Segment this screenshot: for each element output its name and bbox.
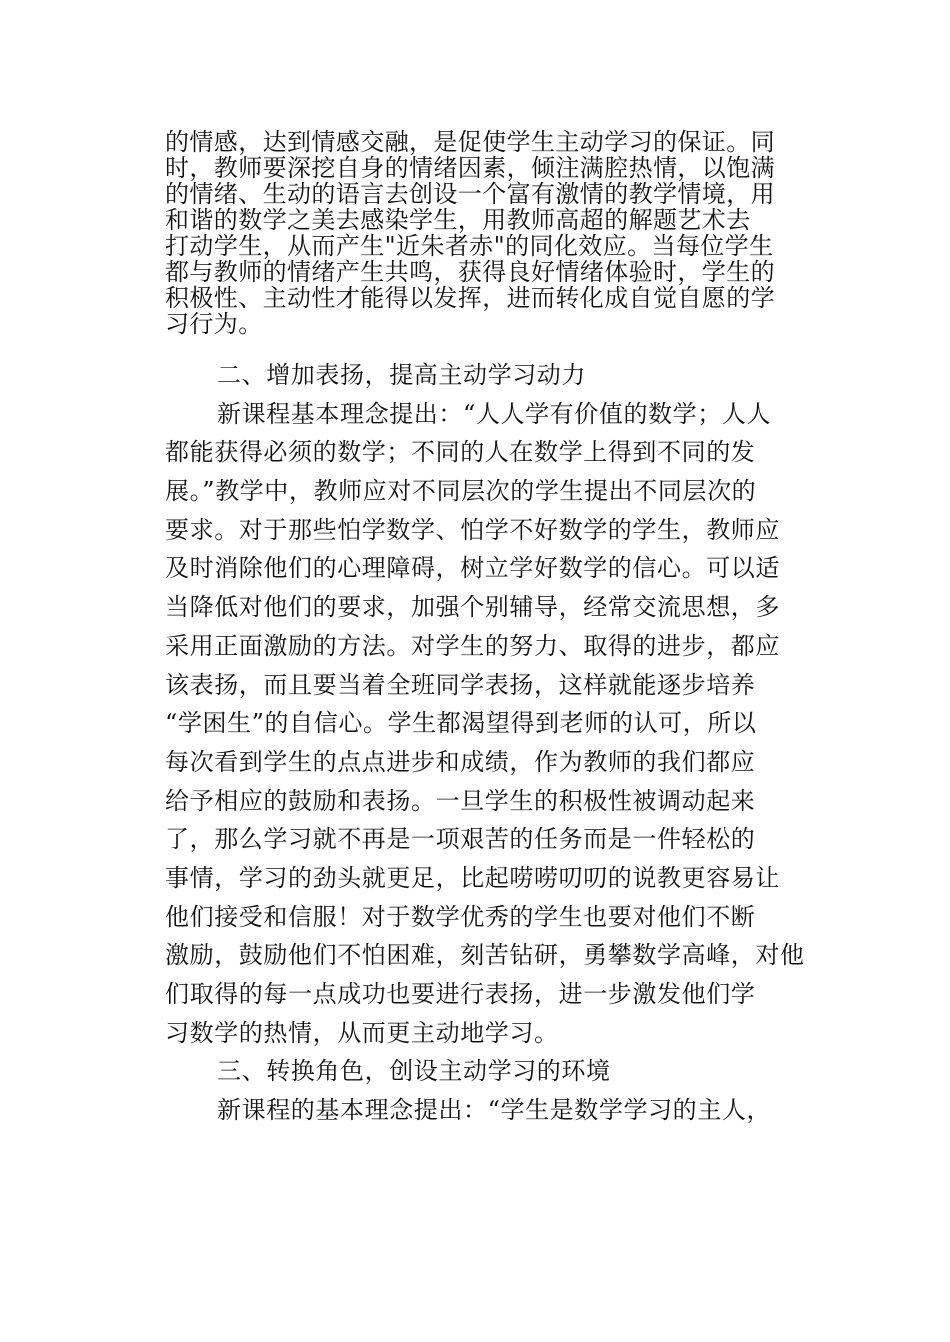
paragraph-line: 和谐的数学之美去感染学生，用教师高超的解题艺术去 (165, 206, 751, 234)
paragraph-line: 要求。对于那些怕学数学、怕学不好数学的学生，教师应 (165, 515, 780, 544)
paragraph-line: 新课程的基本理念提出：“学生是数学学习的主人， (217, 1096, 772, 1125)
paragraph-line: 他们接受和信服！对于数学优秀的学生也要对他们不断 (165, 902, 756, 931)
section-heading-2: 二、增加表扬，提高主动学习动力 (217, 361, 586, 389)
paragraph-line: 了，那么学习就不再是一项艰苦的任务而是一件轻松的 (165, 825, 756, 854)
paragraph-line: 当降低对他们的要求，加强个别辅导，经常交流思想，多 (165, 593, 780, 622)
paragraph-line: 的情感，达到情感交融，是促使学生主动学习的保证。同 (165, 128, 775, 156)
paragraph-line: “学困生”的自信心。学生都渴望得到老师的认可，所以 (165, 709, 757, 738)
paragraph-line: 采用正面激励的方法。对学生的努力、取得的进步，都应 (165, 631, 780, 660)
paragraph-line: 激励，鼓励他们不怕困难，刻苦钻研，勇攀数学高峰，对他 (165, 941, 805, 970)
paragraph-line: 的情绪、生动的语言去创设一个富有激情的教学情境，用 (165, 180, 775, 208)
paragraph-line: 们取得的每一点成功也要进行表扬，进一步激发他们学 (165, 980, 756, 1008)
paragraph-line: 事情，学习的劲头就更足，比起唠唠叨叨的说教更容易让 (165, 863, 780, 892)
main-body (165, 356, 805, 1130)
paragraph-line: 该表扬，而且要当着全班同学表扬，这样就能逐步培养 (165, 670, 756, 699)
paragraph-line: 习数学的热情，从而更主动地学习。 (165, 1018, 559, 1047)
section-heading-3: 三、转换角色，创设主动学习的环境 (217, 1057, 611, 1086)
paragraph-line: 都能获得必须的数学；不同的人在数学上得到不同的发 (165, 438, 756, 467)
top-paragraph (165, 129, 787, 337)
paragraph-line: 时，教师要深挖自身的情绪因素，倾注满腔热情，以饱满 (165, 154, 775, 182)
paragraph-line: 新课程基本理念提出：“人人学有价值的数学；人人 (217, 399, 772, 428)
paragraph-line: 每次看到学生的点点进步和成绩，作为教师的我们都应 (165, 747, 756, 776)
paragraph-line: 习行为。 (165, 310, 263, 338)
paragraph-line: 给予相应的鼓励和表扬。一旦学生的积极性被调动起来 (165, 786, 756, 815)
paragraph-line: 展。”教学中，教师应对不同层次的学生提出不同层次的 (165, 477, 757, 506)
paragraph-line: 积极性、主动性才能得以发挥，进而转化成自觉自愿的学 (165, 284, 775, 312)
paragraph-line: 都与教师的情绪产生共鸣，获得良好情绪体验时，学生的 (165, 258, 775, 286)
paragraph-line: 及时消除他们的心理障碍，树立学好数学的信心。可以适 (165, 554, 780, 583)
paragraph-line: 打动学生，从而产生"近朱者赤"的同化效应。当每位学生 (165, 232, 774, 260)
